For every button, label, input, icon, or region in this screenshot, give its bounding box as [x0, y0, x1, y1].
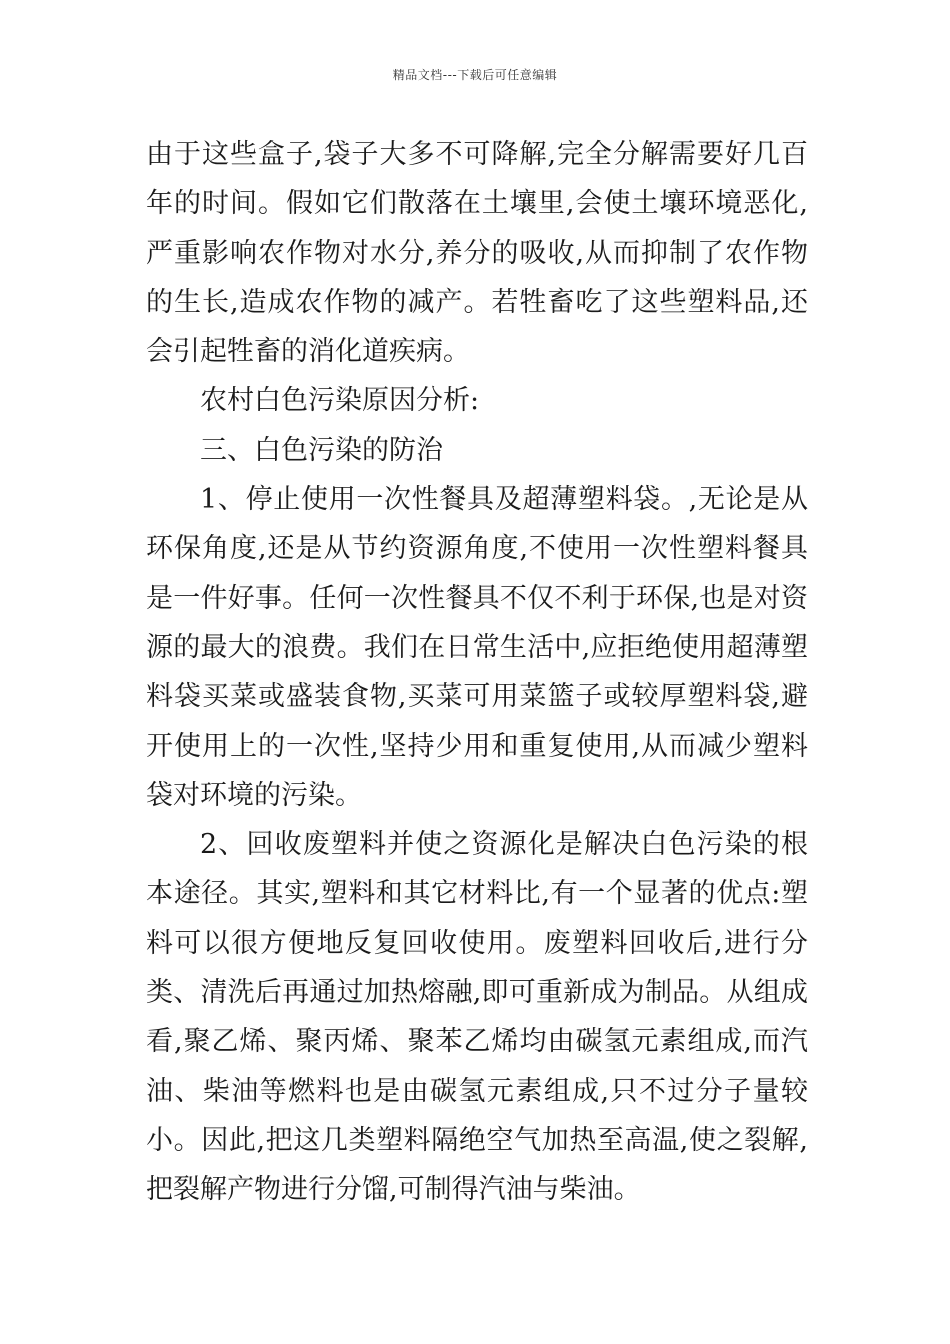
page-header: 精品文档---下载后可任意编辑 — [392, 68, 558, 82]
section-heading-prevention: 三、白色污染的防治 — [200, 434, 443, 466]
paragraph-recycle-plastics: 2、回收废塑料并使之资源化是解决白色污染的根本途径。其实,塑料和其它材料比,有一个显著的优点:塑料可以很方便地反复回收使用。废塑料回收后,进行分类、清洗后再通过加热熔融,即可重新成为制品。从组成看,聚乙烯、聚丙烯、聚苯乙烯均由碳氢元素组成,而汽油、柴油等燃料也是由碳氢元素组成,只不过分子量较小。因此,把这几类塑料隔绝空气加热至高温,使之裂解,把裂解产物进行分馏,可制得汽油与柴油。 — [146, 829, 808, 1206]
document-body — [146, 130, 808, 1215]
paragraph-soil-impact: 由于这些盒子,袋子大多不可降解,完全分解需要好几百年的时间。假如它们散落在土壤里,会使土壤环境恶化,严重影响农作物对水分,养分的吸收,从而抑制了农作物的生长,造成农作物的减产。若牲畜吃了这些塑料品,还会引起牲畜的消化道疾病。 — [146, 139, 808, 368]
paragraph-cause-analysis: 农村白色污染原因分析: — [200, 385, 480, 417]
paragraph-stop-disposables: 1、停止使用一次性餐具及超薄塑料袋。,无论是从环保角度,还是从节约资源角度,不使用一次性塑料餐具是一件好事。任何一次性餐具不仅不利于环保,也是对资源的最大的浪费。我们在日常生活中,应拒绝使用超薄塑料袋买菜或盛装食物,买菜可用菜篮子或较厚塑料袋,避开使用上的一次性,坚持少用和重复使用,从而减少塑料袋对环境的污染。 — [146, 484, 808, 811]
